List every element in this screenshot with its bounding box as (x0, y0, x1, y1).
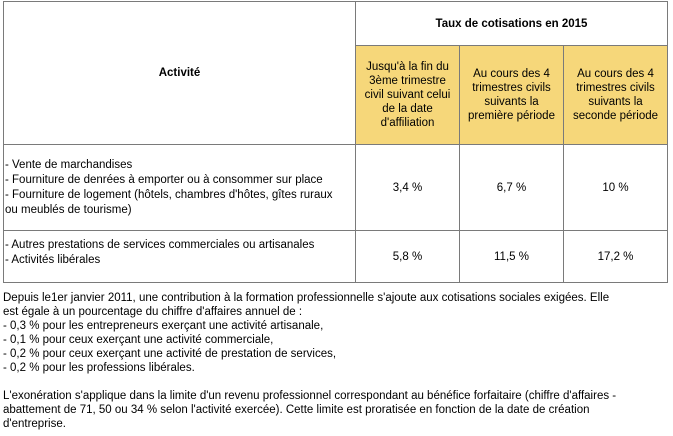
notes-section (3, 291, 671, 431)
period-header-line: Au cours des 4 (473, 68, 550, 80)
table-row (4, 231, 668, 283)
notes-line: - 0,3 % pour les entrepreneurs exerçant une activité artisanale, (3, 320, 324, 332)
rate-cell: 17,2 % (564, 231, 668, 283)
rate-cell: 3,4 % (356, 145, 460, 231)
period-header-line: Jusqu'à la fin du (366, 61, 449, 73)
activity-cell (4, 231, 356, 283)
notes-line: - 0,2 % pour ceux exerçant une activité de prestation de services, (3, 348, 337, 360)
activity-cell (4, 145, 356, 231)
period-header-line: suivants la (484, 96, 539, 108)
table-row (4, 145, 668, 231)
rate-cell: 5,8 % (356, 231, 460, 283)
notes-line: est égale à un pourcentage du chiffre d'affaires annuel de : (3, 306, 303, 318)
contribution-rates-section (3, 1, 668, 283)
period-header-line: seconde période (572, 110, 659, 122)
period-header-line: première période (468, 110, 555, 122)
rate-cell: 11,5 % (460, 231, 564, 283)
period-header-3 (564, 46, 668, 145)
period-header-line: trimestres civils (472, 82, 551, 94)
notes-line: - 0,1 % pour ceux exerçant une activité commerciale, (3, 334, 274, 346)
notes-line: abattement de 71, 50 ou 34 % selon l'activité exercée). Cette limite est proratisée en fonction de la date de création (3, 404, 590, 416)
period-header-1 (356, 46, 460, 145)
notes-line: L'exonération s'applique dans la limite d'un revenu professionnel correspondant au bénéfice forfaitaire (chiffre d'affaires - (3, 390, 617, 402)
period-header-line: civil suivant celui (364, 89, 451, 101)
activity-line: - Activités libérales (5, 254, 101, 266)
rate-cell: 10 % (564, 145, 668, 231)
period-header-line: 3ème trimestre (369, 75, 446, 87)
period-header-line: de la date (382, 103, 433, 115)
activity-line: - Vente de marchandises (5, 158, 133, 171)
notes-line: - 0,2 % pour les professions libérales. (3, 362, 195, 374)
activity-line: ou meublés de tourisme) (5, 203, 132, 216)
rate-cell: 6,7 % (460, 145, 564, 231)
period-header-line: Au cours des 4 (577, 68, 654, 80)
contribution-rates-table (3, 1, 668, 283)
period-header-line: trimestres civils (576, 82, 655, 94)
activity-line: - Fourniture de logement (hôtels, chambres d'hôtes, gîtes ruraux (5, 188, 333, 201)
table-header-row (4, 2, 668, 46)
activity-column-header: Activité (4, 2, 356, 145)
period-header-2 (460, 46, 564, 145)
notes-line: Depuis le1er janvier 2011, une contribution à la formation professionnelle s'ajoute aux cotisations sociales exigées. Elle (3, 292, 610, 304)
activity-line: - Autres prestations de services commerciales ou artisanales (5, 239, 315, 251)
period-header-line: suivants la (588, 96, 643, 108)
rates-column-header: Taux de cotisations en 2015 (356, 2, 668, 46)
activity-line: - Fourniture de denrées à emporter ou à consommer sur place (5, 173, 323, 186)
notes-line: d'entreprise. (3, 418, 66, 430)
period-header-line: d'affiliation (380, 117, 435, 129)
